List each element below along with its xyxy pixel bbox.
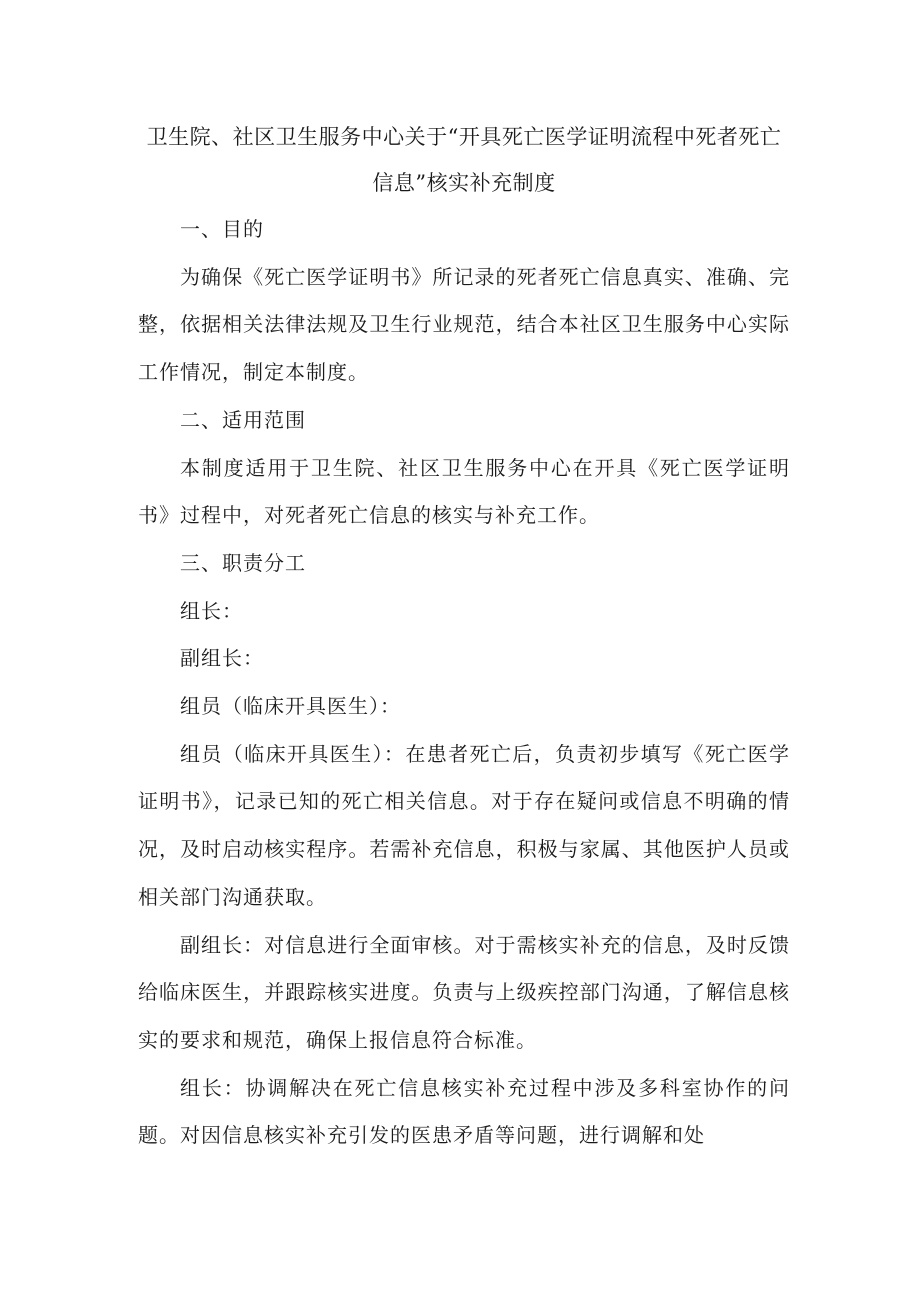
deputy-leader-duty-paragraph: 副组长：对信息进行全面审核。对于需核实补充的信息，及时反馈给临床医生，并跟踪核实进度。负责与上级疾控部门沟通，了解信息核实的要求和规范，确保上报信息符合标准。: [138, 932, 790, 1052]
leader-label: 组长：: [180, 598, 243, 623]
member-label: 组员（临床开具医生）：: [180, 694, 401, 719]
section-heading-purpose: 一、目的: [180, 217, 264, 241]
title-line-2: 信息”核实补充制度: [372, 171, 556, 195]
member-duty-paragraph: 组员（临床开具医生）：在患者死亡后，负责初步填写《死亡医学证明书》，记录已知的死亡相关信息。对于存在疑问或信息不明确的情况，及时启动核实程序。若需补充信息，积极与家属、其他医护人员或相关部门沟通获取。: [138, 741, 790, 909]
section-heading-responsibilities: 三、职责分工: [180, 550, 306, 575]
deputy-leader-label: 副组长：: [180, 646, 264, 671]
section-body-purpose: 为确保《死亡医学证明书》所记录的死者死亡信息真实、准确、完整，依据相关法律法规及卫生行业规范，结合本社区卫生服务中心实际工作情况，制定本制度。: [138, 264, 790, 385]
section-body-scope: 本制度适用于卫生院、社区卫生服务中心在开具《死亡医学证明书》过程中，对死者死亡信息的核实与补充工作。: [138, 455, 790, 528]
section-heading-scope: 二、适用范围: [180, 407, 306, 432]
leader-duty-paragraph: 组长：协调解决在死亡信息核实补充过程中涉及多科室协作的问题。对因信息核实补充引发的医患矛盾等问题，进行调解和处: [138, 1075, 790, 1148]
title-line-1: 卫生院、社区卫生服务中心关于“开具死亡医学证明流程中死者死亡: [146, 125, 782, 149]
document-content: [138, 114, 790, 1160]
document-title: [138, 114, 790, 206]
